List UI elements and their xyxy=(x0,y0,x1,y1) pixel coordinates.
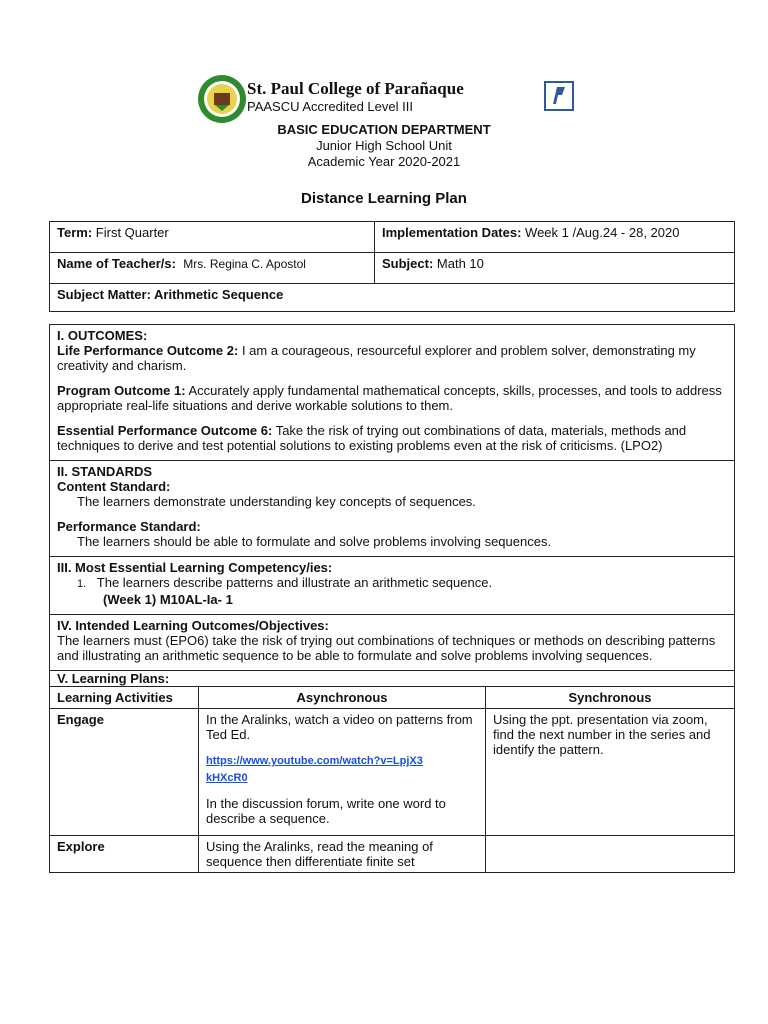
col-header-sync: Synchronous xyxy=(486,687,735,709)
outcomes-section: I. OUTCOMES: Life Performance Outcome 2: I am a courageous, resourceful explorer and problem solver, demonstrating my creativity and charism. Program Outcome 1: Accurately apply fundamental mathematical concepts, skills, processes, and tools to address appropriate real-life situations and derive workable solutions to them. Essential Performance Outcome 6: Take the risk of trying out combinations of data, materials, methods and techniques to derive and test potential solutions to existing problems even at the risk of criticisms. (LPO2) xyxy=(50,325,735,461)
video-link[interactable]: https://www.youtube.com/watch?v=LpjX3kHXcR0 xyxy=(206,755,423,784)
term-cell: Term: First Quarter xyxy=(50,222,375,253)
plans-heading: V. Learning Plans: xyxy=(50,671,735,687)
col-header-async: Asynchronous xyxy=(199,687,486,709)
college-name: St. Paul College of Parañaque xyxy=(247,79,464,98)
engage-sync: Using the ppt. presentation via zoom, find the next number in the series and identify the pattern. xyxy=(486,709,735,836)
page-title: Distance Learning Plan xyxy=(301,190,467,207)
standards-section: II. STANDARDS Content Standard: The learners demonstrate understanding key concepts of sequences. Performance Standard: The learners should be able to formulate and solve problems involving sequences. xyxy=(50,461,735,557)
accreditation: PAASCU Accredited Level III xyxy=(247,99,413,114)
objectives-section: IV. Intended Learning Outcomes/Objectives: The learners must (EPO6) take the risk of trying out combinations of techniques or methods on describing patterns and illustrating an arithmetic sequence to be able to formulate and solve problems involving sequences. xyxy=(50,615,735,671)
department: BASIC EDUCATION DEPARTMENT xyxy=(277,122,491,137)
document-header xyxy=(0,70,768,180)
plan-table xyxy=(49,324,735,873)
explore-async: Using the Aralinks, read the meaning of sequence then differentiate finite set xyxy=(199,836,486,873)
unit: Junior High School Unit xyxy=(316,138,452,153)
explore-sync xyxy=(486,836,735,873)
spc-logo-icon xyxy=(544,81,574,111)
college-seal-icon xyxy=(197,74,247,124)
explore-label: Explore xyxy=(50,836,199,873)
engage-label: Engage xyxy=(50,709,199,836)
subject-matter: Subject Matter: Arithmetic Sequence xyxy=(50,284,735,312)
teacher-cell: Name of Teacher/s: Mrs. Regina C. Apostol xyxy=(50,253,375,284)
engage-async: In the Aralinks, watch a video on patterns from Ted Ed. https://www.youtube.com/watch?v=LpjX3kHXcR0 In the discussion forum, write one word to describe a sequence. xyxy=(199,709,486,836)
subject-cell: Subject: Math 10 xyxy=(375,253,735,284)
impl-dates-cell: Implementation Dates: Week 1 /Aug.24 - 28, 2020 xyxy=(375,222,735,253)
academic-year: Academic Year 2020-2021 xyxy=(307,154,461,169)
col-header-activities: Learning Activities xyxy=(50,687,199,709)
info-table xyxy=(49,221,735,312)
competency-section: III. Most Essential Learning Competency/ies: 1. The learners describe patterns and illustrate an arithmetic sequence. (Week 1) M10AL-Ia- 1 xyxy=(50,557,735,615)
